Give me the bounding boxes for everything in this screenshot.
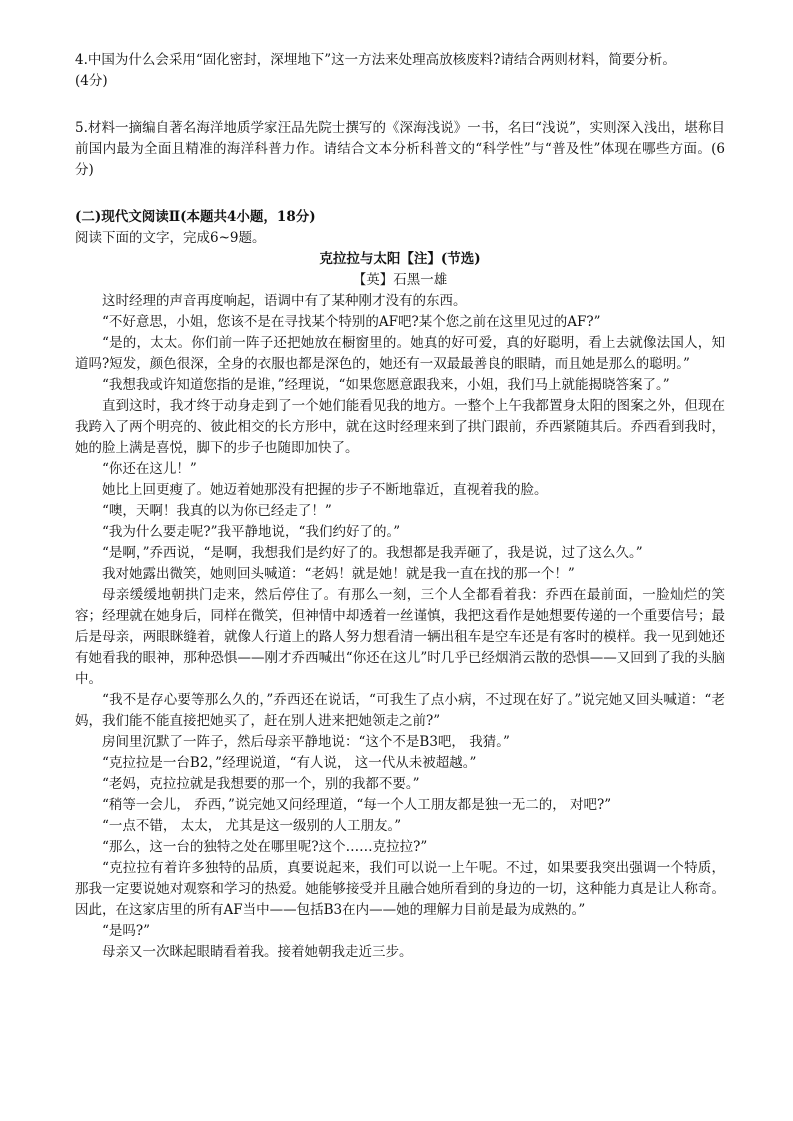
- document-page: [75, 50, 725, 963]
- question-5: 5.材料一摘编自著名海洋地质学家汪品先院士撰写的《深海浅说》一书，名曰“浅说”，实则深入浅出，堪称目前国内最为全面且精准的海洋科普力作。请结合文本分析科普文的“科学性”与“普及性”体现在哪些方面。(6分): [75, 120, 725, 178]
- question-4-score: (4分): [75, 73, 108, 89]
- paragraph: “克拉拉是一台B2，”经理说道，“有人说， 这一代从未被超越。”: [102, 755, 477, 771]
- paragraph: “是吗?”: [102, 923, 151, 939]
- article-author: 【英】石黑一雄: [352, 272, 448, 288]
- paragraph: “老妈，克拉拉就是我想要的那一个，别的我都不要。”: [102, 776, 420, 792]
- section-instruction: 阅读下面的文字，完成6~9题。: [75, 230, 266, 246]
- paragraph: “一点不错， 太太， 尤其是这一级别的人工朋友。”: [102, 818, 402, 834]
- paragraph: “我想我或许知道您指的是谁，”经理说，“如果您愿意跟我来，小姐，我们马上就能揭晓答案了。”: [102, 377, 670, 393]
- paragraph: 她比上回更瘦了。她迈着她那没有把握的步子不断地靠近，直视着我的脸。: [102, 482, 548, 498]
- paragraph: “你还在这儿！”: [102, 461, 197, 477]
- paragraph: “我为什么要走呢?”我平静地说，“我们约好了的。”: [102, 524, 401, 540]
- article-title: 克拉拉与太阳【注】(节选): [319, 251, 481, 267]
- question-4-text: 4.中国为什么会采用“固化密封，深埋地下”这一方法来处理高放核废料?请结合两则材料，简要分析。: [75, 52, 676, 68]
- paragraph: 房间里沉默了一阵子，然后母亲平静地说：“这个不是B3吧， 我猜。”: [102, 734, 510, 750]
- paragraph: 这时经理的声音再度响起，语调中有了某种刚才没有的东西。: [102, 293, 467, 309]
- question-4: [75, 50, 725, 92]
- paragraph: 我对她露出微笑，她则回头喊道：“老妈！就是她！就是我一直在找的那一个！”: [102, 566, 575, 582]
- article-body: [75, 291, 725, 963]
- paragraph: “是啊，”乔西说，“是啊，我想我们是约好了的。我想都是我弄砸了，我是说，过了这么久。”: [102, 545, 643, 561]
- paragraph: 母亲又一次眯起眼睛看着我。接着她朝我走近三步。: [102, 944, 413, 960]
- paragraph: “我不是存心要等那么久的，”乔西还在说话，“可我生了点小病，不过现在好了。”说完她又回头喊道：“老妈，我们能不能直接把她买了，赶在别人进来把她领走之前?”: [75, 692, 725, 729]
- paragraph: “噢，天啊！我真的以为你已经走了！”: [102, 503, 332, 519]
- paragraph: “克拉拉有着许多独特的品质，真要说起来，我们可以说一上午呢。不过，如果要我突出强调一个特质，那我一定要说她对观察和学习的热爱。她能够接受并且融合她所看到的身边的一切，这种能力真是让人称奇。因此，在这家店里的所有AF当中——包括B3在内——她的理解力目前是最为成熟的。”: [75, 860, 725, 918]
- paragraph: “那么，这一台的独特之处在哪里呢?这个……克拉拉?”: [102, 839, 428, 855]
- paragraph: 母亲缓缓地朝拱门走来，然后停住了。有那么一刻，三个人全都看着我：乔西在最前面，一脸灿烂的笑容；经理就在她身后，同样在微笑，但神情中却透着一丝谨慎，我把这看作是她想要传递的一个重要信号；最后是母亲，两眼眯缝着，就像人行道上的路人努力想看清一辆出租车是空车还是有客时的模样。我一见到她还有她看我的眼神，那种恐惧——刚才乔西喊出“你还在这儿”时几乎已经烟消云散的恐惧——又回到了我的头脑中。: [75, 587, 725, 687]
- paragraph: 直到这时，我才终于动身走到了一个她们能看见我的地方。一整个上午我都置身太阳的图案之外，但现在我跨入了两个明亮的、彼此相交的长方形中，就在这时经理来到了拱门跟前，乔西紧随其后。乔西看到我时，她的脸上满是喜悦，脚下的步子也随即加快了。: [75, 398, 725, 456]
- section-title: (二)现代文阅读Ⅱ(本题共4小题，18分): [75, 209, 316, 225]
- paragraph: “是的，太太。你们前一阵子还把她放在橱窗里的。她真的好可爱，真的好聪明，看上去就像法国人，知道吗?短发，颜色很深，全身的衣服也都是深色的，她还有一双最最善良的眼睛，而且她是那么的聪明。”: [75, 335, 725, 372]
- paragraph: “不好意思，小姐，您该不是在寻找某个特别的AF吧?某个您之前在这里见过的AF?”: [102, 314, 601, 330]
- paragraph: “稍等一会儿， 乔西，”说完她又问经理道，“每一个人工朋友都是独一无二的， 对吧?”: [102, 797, 612, 813]
